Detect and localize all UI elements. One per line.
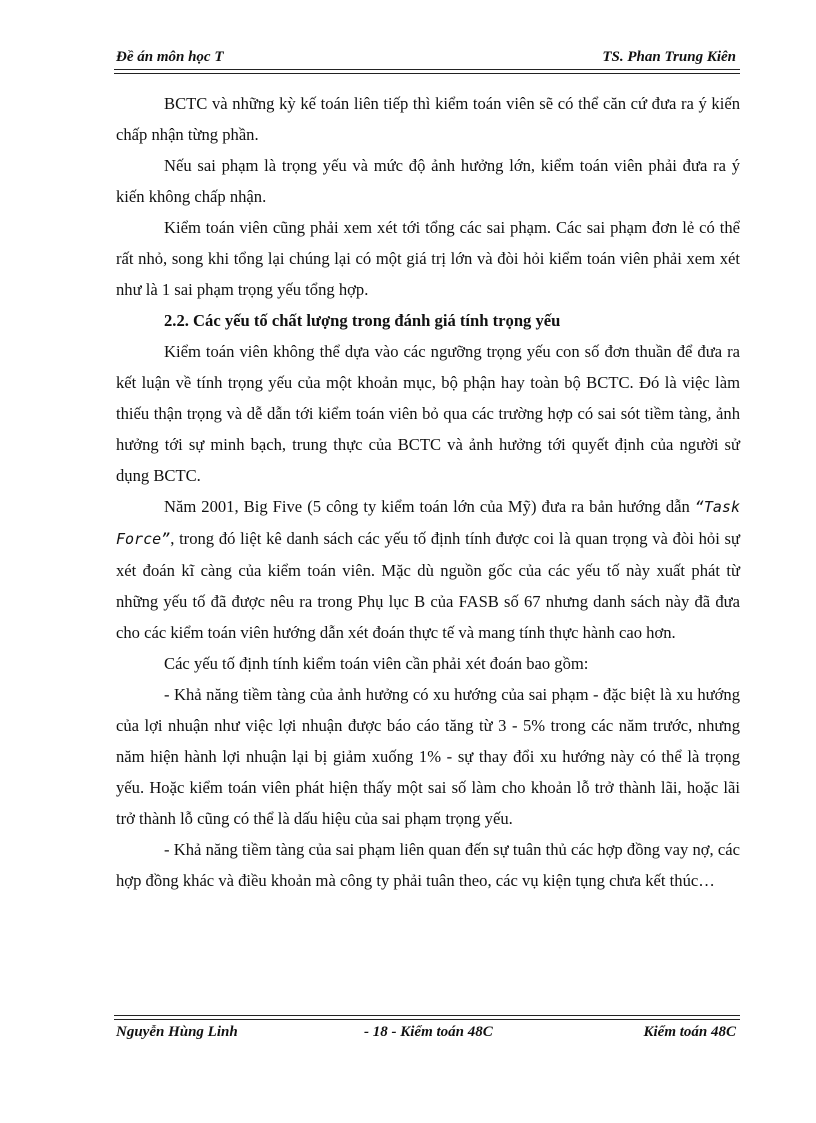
paragraph-text: , trong đó liệt kê danh sách các yếu tố định tính được coi là quan trọng và đòi hỏi sự xét đoán kĩ càng của kiểm toán viên. Mặc dù nguồn gốc của các yếu tố này xuất phát từ những yếu tố đã được nêu ra trong Phụ lục B của FASB số 67 nhưng danh sách này đã đưa cho các kiểm toán viên hướng dẫn xét đoán thực tế và mang tính thực hành cao hơn. [116, 529, 740, 642]
paragraph: Nếu sai phạm là trọng yếu và mức độ ảnh hưởng lớn, kiểm toán viên phải đưa ra ý kiến không chấp nhận. [116, 156, 740, 206]
header-rule-bottom [114, 73, 740, 74]
paragraph [116, 491, 740, 648]
paragraph: BCTC và những kỳ kế toán liên tiếp thì kiểm toán viên sẽ có thể căn cứ đưa ra ý kiến chấp nhận từng phần. [116, 94, 740, 144]
paragraph: Kiểm toán viên không thể dựa vào các ngưỡng trọng yếu con số đơn thuần để đưa ra kết luận về tính trọng yếu của một khoản mục, bộ phận hay toàn bộ BCTC. Đó là việc làm thiếu thận trọng và dễ dẫn tới kiểm toán viên bỏ qua các trường hợp có sai sót tiềm tàng, ảnh hưởng tới sự minh bạch, trung thực của BCTC và ảnh hưởng tới quyết định của người sử dụng BCTC. [116, 342, 740, 485]
page-footer [114, 1024, 740, 1048]
task-force-term: “Task Force” [116, 498, 740, 548]
footer-rule-bottom [114, 1019, 740, 1020]
header-supervisor: TS. Phan Trung Kiên [602, 49, 736, 65]
section-heading: 2.2. Các yếu tố chất lượng trong đánh giá tính trọng yếu [164, 311, 561, 330]
paragraph-text: Năm 2001, Big Five (5 công ty kiểm toán lớn của Mỹ) đưa ra bản hướng dẫn [164, 497, 695, 516]
footer-page-number: - 18 - Kiểm toán 48C [364, 1024, 493, 1040]
list-item: - Khả năng tiềm tàng của sai phạm liên quan đến sự tuân thủ các hợp đồng vay nợ, các hợp đồng khác và điều khoản mà công ty phải tuân theo, các vụ kiện tụng chưa kết thúc… [116, 840, 740, 890]
paragraph: Kiểm toán viên cũng phải xem xét tới tổng các sai phạm. Các sai phạm đơn lẻ có thể rất nhỏ, song khi tổng lại chúng lại có một giá trị lớn và đòi hỏi kiểm toán viên phải xem xét như là 1 sai phạm trọng yếu tổng hợp. [116, 218, 740, 299]
header-rule-top [114, 69, 740, 70]
header-course-title: Đề án môn học T [116, 49, 224, 65]
list-item: - Khả năng tiềm tàng của ảnh hưởng có xu hướng của sai phạm - đặc biệt là xu hướng của lợi nhuận như việc lợi nhuận được báo cáo tăng từ 3 - 5% trong các năm trước, nhưng năm hiện hành lợi nhuận lại bị giảm xuống 1% - sự thay đổi xu hướng này có thể là trọng yếu. Hoặc kiểm toán viên phát hiện thấy một sai số làm cho khoản lỗ trở thành lãi, hoặc lãi trở thành lỗ cũng có thể là dấu hiệu của sai phạm trọng yếu. [116, 685, 740, 828]
document-body [116, 88, 740, 896]
footer-rule-top [114, 1015, 740, 1016]
footer-author: Nguyễn Hùng Linh [116, 1024, 238, 1040]
paragraph: Các yếu tố định tính kiểm toán viên cần phải xét đoán bao gồm: [164, 654, 589, 673]
footer-class: Kiểm toán 48C [643, 1024, 736, 1040]
